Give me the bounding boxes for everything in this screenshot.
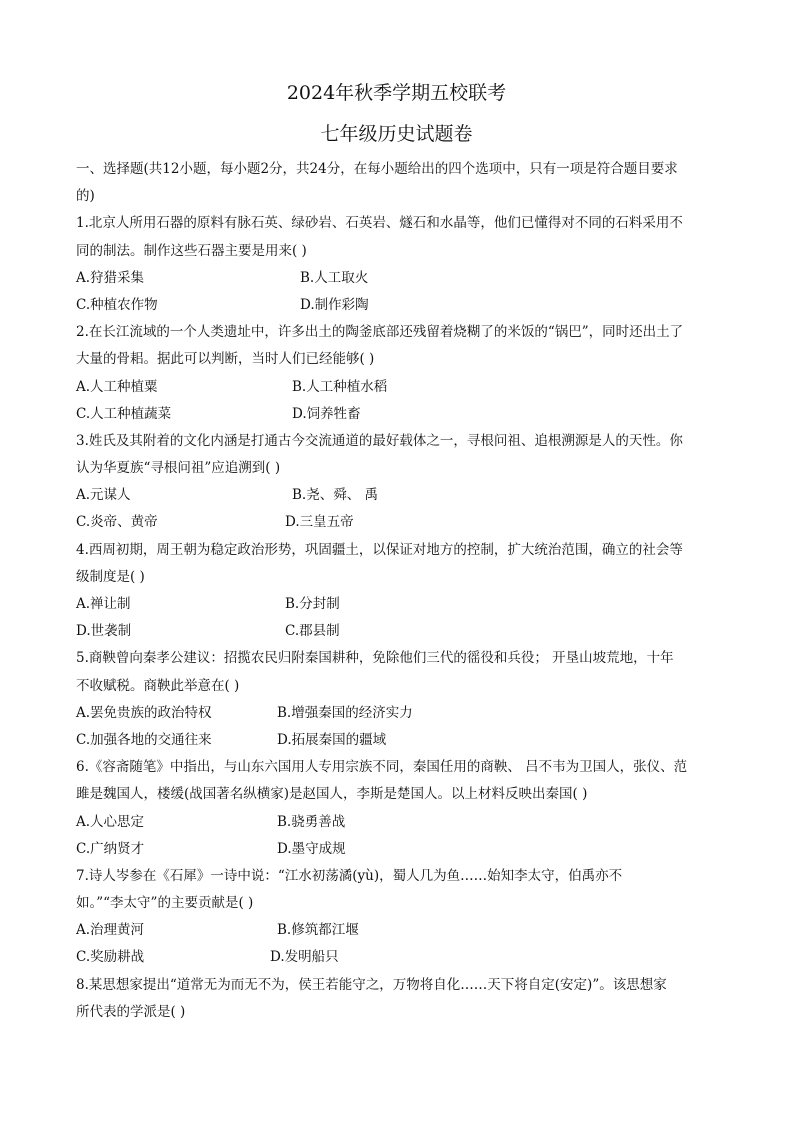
exam-title: 2024年秋季学期五校联考: [286, 82, 507, 104]
question-stem-line: 3.姓氏及其附着的文化内涵是打通古今交流通道的最好载体之一，寻根问祖、追根溯源是人的天性。你: [76, 432, 683, 449]
question-stem-line: 雎是魏国人，楼缓(战国著名纵横家)是赵国人，李斯是楚国人。以上材料反映出秦国( ): [76, 786, 588, 803]
question-stem-line: 1.北京人所用石器的原料有脉石英、绿砂岩、石英岩、燧石和水晶等，他们已懂得对不同的石料采用不: [76, 215, 683, 232]
option-row: [76, 809, 721, 836]
question-stem-line: 所代表的学派是( ): [76, 1003, 186, 1020]
exam-content: [76, 156, 721, 1026]
section-instruction-line-1: 一、选择题(共12小题，每小题2分，共24分，在每小题给出的四个选项中，只有一项是符合题目要求: [76, 161, 678, 177]
option-row: [76, 727, 721, 754]
option-row: [76, 618, 721, 645]
option-b: B.骁勇善战: [277, 813, 346, 830]
option-d: D.墨守成规: [277, 840, 346, 857]
option-c: C.加强各地的交通往来: [76, 731, 212, 748]
question-stem-line: 4.西周初期，周王朝为稳定政治形势，巩固疆土，以保证对地方的控制，扩大统治范围，确立的社会等: [76, 541, 683, 558]
option-b: B.人工种植水稻: [292, 378, 388, 395]
option-d: D.制作彩陶: [300, 296, 369, 313]
option-row: [76, 482, 721, 509]
option-c: C.炎帝、黄帝: [76, 514, 158, 531]
question-1: [76, 210, 721, 319]
question-6: [76, 754, 721, 863]
option-c: C.种植农作物: [76, 296, 158, 313]
option-b: B.修筑都江堰: [277, 922, 359, 939]
question-stem-line: 同的制法。制作这些石器主要是用来( ): [76, 242, 307, 259]
option-row: [76, 917, 721, 944]
question-stem-line: 大量的骨耜。据此可以判断，当时人们已经能够( ): [76, 351, 375, 368]
section-instruction-line-2: 的): [76, 188, 95, 205]
option-row: [76, 265, 721, 292]
option-row: [76, 700, 721, 727]
exam-subtitle: 七年级历史试题卷: [320, 123, 473, 145]
question-4: [76, 537, 721, 646]
option-b: B.人工取火: [300, 269, 369, 286]
option-a: A.罢免贵族的政治特权: [76, 704, 212, 721]
question-stem-line: 认为华夏族“寻根问祖”应追溯到( ): [76, 460, 281, 477]
option-b: B.分封制: [285, 596, 340, 612]
question-stem-line: 2.在长江流域的一个人类遗址中，许多出土的陶釜底部还残留着烧糊了的米饭的“锅巴”，同时还出土了: [76, 324, 684, 341]
option-a: A.元谋人: [76, 487, 131, 504]
question-5: [76, 645, 721, 754]
option-c: C.广纳贤才: [76, 840, 145, 857]
question-stem-line: 不收赋税。商鞅此举意在( ): [76, 677, 240, 694]
option-c: C.郡县制: [285, 623, 340, 640]
option-d: D.饲养牲畜: [292, 405, 361, 422]
option-c: C.人工种植蔬菜: [76, 405, 172, 422]
option-a: A.治理黄河: [76, 922, 145, 939]
option-row: [76, 591, 721, 618]
question-stem-line: 如。”“李太守”的主要贡献是( ): [76, 895, 254, 912]
option-row: [76, 944, 721, 971]
question-stem-line: 7.诗人岑参在《石犀》一诗中说：“江水初荡潏(yù)，蜀人几为鱼……始知李太守，伯禹亦不: [76, 867, 623, 884]
option-a: A.禅让制: [76, 596, 131, 612]
question-3: [76, 428, 721, 537]
option-b: B.尧、舜、 禹: [292, 487, 379, 504]
option-d: D.三皇五帝: [285, 514, 354, 531]
option-row: [76, 401, 721, 428]
question-7: [76, 863, 721, 972]
option-row: [76, 374, 721, 401]
option-d: D.拓展秦国的疆域: [277, 731, 387, 748]
option-a: A.狩猎采集: [76, 269, 145, 286]
option-c: C.奖励耕战: [76, 949, 145, 966]
option-row: [76, 292, 721, 319]
question-stem-line: 8.某思想家提出“道常无为而无不为，侯王若能守之，万物将自化……天下将自定(安定)”。该思想家: [76, 976, 667, 993]
option-d: D.发明船只: [270, 949, 339, 966]
option-d: D.世袭制: [76, 623, 132, 640]
question-stem-line: 6.《容斋随笔》中指出，与山东六国用人专用宗族不同，秦国任用的商鞅、 吕不韦为卫国人，张仪、范: [76, 759, 688, 776]
option-b: B.增强秦国的经济实力: [277, 704, 413, 721]
question-2: [76, 319, 721, 428]
option-row: [76, 836, 721, 863]
question-stem-line: 5.商鞅曾向秦孝公建议：招揽农民归附秦国耕种，免除他们三代的徭役和兵役； 开垦山坡荒地，十年: [76, 650, 674, 667]
option-a: A.人工种植粟: [76, 378, 158, 395]
question-8: [76, 972, 721, 1026]
question-stem-line: 级制度是( ): [76, 568, 145, 585]
option-row: [76, 509, 721, 536]
option-a: A.人心思定: [76, 813, 145, 830]
